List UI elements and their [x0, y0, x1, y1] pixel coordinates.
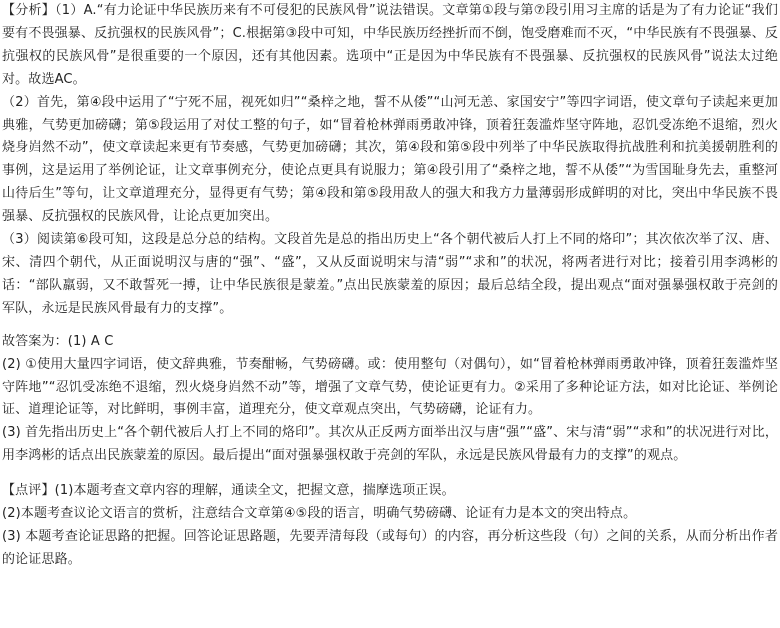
answer-part-1: 故答案为：(1) A C [2, 333, 114, 349]
answer-part-3: (3) 首先指出历史上“各个朝代被后人打上不同的烙印”。其次从正反两方面举出汉与唐“强”“盛”、宋与清“弱”“求和”的状况进行对比，用李鸿彬的话点出民族蒙羞的原因。最后提出“面对强暴强权敢于亮剑的军队，永远是民族风骨最有力的支撑”的观点。 [2, 425, 778, 464]
comment-part-1: 【点评】(1)本题考查文章内容的理解，通读全文，把握文意，揣摩选项正误。 [2, 483, 455, 499]
analysis-part-1: 【分析】（1）A.“有力论证中华民族历来有不可侵犯的民族风骨”说法错误。文章第①段与第⑦段引用习主席的话是为了有力论证“我们要有不畏强暴、反抗强权的民族风骨”；C.根据第③段中可知，中华民族历经挫折而不倒，饱受磨难而不灭，“中华民族有不畏强暴、反抗强权的民族风骨”是很重要的一个原因，还有其他因素。选项中“正是因为中华民族有不畏强暴、反抗强权的民族风骨”说法太过绝对。故选AC。 [2, 3, 778, 87]
answer-section [2, 331, 778, 468]
analysis-part-3: （3）阅读第⑥段可知，这段是总分总的结构。文段首先是总的指出历史上“各个朝代被后人打上不同的烙印”；其次依次举了汉、唐、宋、清四个朝代，从正面说明汉与唐的“强”、“盛”，又从反面说明宋与清“弱”“求和”的状况，将两者进行对比；接着引用李鸿彬的话：“部队羸弱，又不敢誓死一搏，让中华民族很是蒙羞。”点出民族蒙羞的原因；最后总结全段，提出观点“面对强暴强权敢于亮剑的军队，永远是民族风骨最有力的支撑”。 [2, 232, 778, 316]
comment-part-2: (2)本题考查议论文语言的赏析，注意结合文章第④⑤段的语言，明确气势磅礴、论证有力是本文的突出特点。 [2, 506, 637, 522]
analysis-section [2, 0, 778, 321]
analysis-part-2: （2）首先，第④段中运用了“宁死不屈，视死如归”“桑梓之地，誓不从倭”“山河无恙、家国安宁”等四字词语，使文章句子读起来更加典雅，气势更加磅礴；第⑤段运用了对仗工整的句子，如“冒着枪林弹雨勇敢冲锋，顶着狂轰滥炸坚守阵地，忍饥受冻绝不退缩，烈火烧身岿然不动”，使文章读起来更有节奏感，气势更加磅礴；其次，第④段和第⑤段中列举了中华民族取得抗战胜利和抗美援朝胜利的事例，这是运用了举例论证，让文章事例充分，使论点更具有说服力；第④段引用了“桑梓之地，誓不从倭”“为雪国耻身先去，重整河山待后生”等句，让文章道理充分，显得更有气势；第④段和第⑤段用敌人的强大和我方力量薄弱形成鲜明的对比，突出中华民族不畏强暴、反抗强权的民族风骨，让论点更加突出。 [2, 94, 778, 225]
answer-part-2: (2) ①使用大量四字词语，使文辞典雅，节奏酣畅，气势磅礴。或：使用整句（对偶句），如“冒着枪林弹雨勇敢冲锋，顶着狂轰滥炸坚守阵地”“忍饥受冻绝不退缩，烈火烧身岿然不动”等，增强了文章气势，使论证更有力。②采用了多种论证方法，如对比论证、举例论证、道理论证等，对比鲜明，事例丰富，道理充分，使文章观点突出，气势磅礴，论证有力。 [2, 356, 778, 418]
comment-part-3: (3) 本题考查论证思路的把握。回答论证思路题，先要弄清每段（或每句）的内容，再分析这些段（句）之间的关系，从而分析出作者的论证思路。 [2, 528, 778, 567]
comment-section [2, 480, 778, 572]
